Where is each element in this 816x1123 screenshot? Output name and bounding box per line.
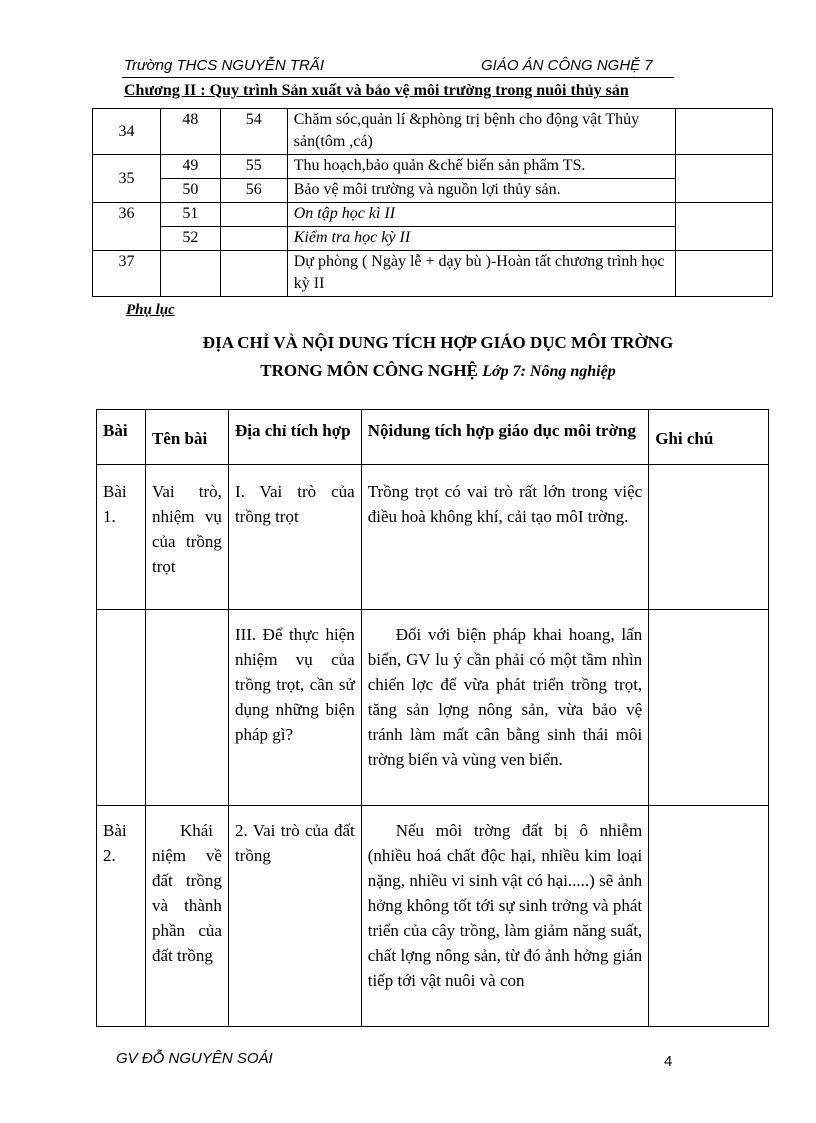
table-row bbox=[93, 203, 773, 227]
table-row bbox=[93, 179, 773, 203]
header-note: Ghi chú bbox=[649, 410, 769, 465]
period-cell: 55 bbox=[220, 155, 287, 179]
appendix-label: Phụ lục bbox=[126, 302, 175, 318]
period-cell: 54 bbox=[220, 109, 287, 155]
note-cell bbox=[676, 109, 773, 155]
lesson-no-cell: 52 bbox=[160, 227, 220, 251]
appendix-title-grade: Lớp 7: Nông nghiệp bbox=[482, 363, 616, 380]
content-cell: Trồng trọt có vai trò rất lớn trong việc điều hoà không khí, cải tạo môI trờng. bbox=[361, 465, 648, 610]
lesson-content-cell: Dự phòng ( Ngày lễ + dạy bù )-Hoàn tất chương trình học kỳ II bbox=[287, 251, 675, 297]
lesson-content-cell: On tập học kì II bbox=[287, 203, 675, 227]
note-cell bbox=[649, 806, 769, 1027]
table-row bbox=[93, 227, 773, 251]
lesson-no-cell: 50 bbox=[160, 179, 220, 203]
note-cell bbox=[649, 610, 769, 806]
integration-table bbox=[96, 409, 769, 1027]
lesson-cell: Bài 2. bbox=[97, 806, 146, 1027]
table-row bbox=[93, 155, 773, 179]
lesson-no-cell: 51 bbox=[160, 203, 220, 227]
lesson-name-cell: Vai trò, nhiệm vụ của trồng trọt bbox=[145, 465, 228, 610]
lesson-cell bbox=[97, 610, 146, 806]
note-cell bbox=[649, 465, 769, 610]
header-content: Nộidung tích hợp giáo dục môi trờng bbox=[361, 410, 648, 465]
header-lesson: Bài bbox=[97, 410, 146, 465]
content-cell: Đối với biện pháp khai hoang, lấn biển, GV lu ý cần phải có một tầm nhìn chiến lợc để vừa phát triển trồng trọt, tăng sản lợng nông sản, vừa bảo vệ tránh làm mất cân bằng sinh thái môi trờng biển và vùng ven biển. bbox=[361, 610, 648, 806]
footer-teacher: GV ĐỖ NGUYÊN SOÁI bbox=[116, 1050, 273, 1067]
table-row bbox=[97, 610, 769, 806]
week-cell: 37 bbox=[93, 251, 161, 297]
lesson-content-cell: Thu hoạch,bảo quản &chế biến sản phẩm TS. bbox=[287, 155, 675, 179]
note-cell bbox=[676, 203, 773, 251]
appendix-title-subject: TRONG MÔN CÔNG NGHỆ bbox=[260, 361, 478, 380]
lesson-cell: Bài 1. bbox=[97, 465, 146, 610]
lesson-content-cell: Kiểm tra học kỳ II bbox=[287, 227, 675, 251]
table-header-row bbox=[97, 410, 769, 465]
address-cell: I. Vai trò của trồng trọt bbox=[228, 465, 361, 610]
table-row bbox=[97, 806, 769, 1027]
appendix-title-line1: ĐỊA CHỈ VÀ NỘI DUNG TÍCH HỢP GIÁO DỤC MÔI TRỜNG bbox=[202, 333, 674, 352]
table-row bbox=[93, 251, 773, 297]
note-cell bbox=[676, 251, 773, 297]
week-cell: 35 bbox=[93, 155, 161, 203]
period-cell bbox=[220, 203, 287, 227]
lesson-no-cell: 48 bbox=[160, 109, 220, 155]
period-cell bbox=[220, 251, 287, 297]
address-cell: III. Để thực hiện nhiệm vụ của trồng trọt, cần sử dụng những biện pháp gì? bbox=[228, 610, 361, 806]
period-cell: 56 bbox=[220, 179, 287, 203]
lesson-no-cell bbox=[160, 251, 220, 297]
week-cell: 34 bbox=[93, 109, 161, 155]
lesson-name-cell: Khái niệm về đất trồng và thành phần của đất trồng bbox=[145, 806, 228, 1027]
schedule-table bbox=[92, 108, 773, 297]
week-cell: 36 bbox=[93, 203, 161, 251]
table-row bbox=[93, 109, 773, 155]
note-cell bbox=[676, 155, 773, 203]
appendix-title-line2 bbox=[0, 361, 816, 381]
table-row bbox=[97, 465, 769, 610]
lesson-no-cell: 49 bbox=[160, 155, 220, 179]
lesson-content-cell: Bảo vệ môi trường và nguồn lợi thủy sản. bbox=[287, 179, 675, 203]
lesson-name-cell bbox=[145, 610, 228, 806]
period-cell bbox=[220, 227, 287, 251]
address-cell: 2. Vai trò của đất trồng bbox=[228, 806, 361, 1027]
header-divider bbox=[122, 77, 674, 78]
content-cell: Nếu môi trờng đất bị ô nhiễm (nhiều hoá chất độc hại, nhiều kim loại nặng, nhiều vi sinh vật có hại.....) sẽ ảnh hởng không tốt tới sự sinh trởng và phát triển của cây trồng, làm giảm năng suất, chất lợng nông sản, từ đó ảnh hởng gián tiếp tới vật nuôi và con bbox=[361, 806, 648, 1027]
page-number: 4 bbox=[664, 1053, 673, 1070]
lesson-content-cell: Chăm sóc,quản lí &phòng trị bệnh cho động vật Thủy sản(tôm ,cá) bbox=[287, 109, 675, 155]
header-school: Trường THCS NGUYỄN TRÃI bbox=[124, 57, 324, 74]
header-address: Địa chỉ tích hợp bbox=[228, 410, 361, 465]
chapter-title: Chương II : Quy trình Sản xuất và bảo vệ môi trường trong nuôi thủy sản bbox=[124, 82, 629, 99]
header-lesson-name: Tên bài bbox=[145, 410, 228, 465]
header-subject: GIÁO ÁN CÔNG NGHỆ 7 bbox=[481, 57, 653, 74]
